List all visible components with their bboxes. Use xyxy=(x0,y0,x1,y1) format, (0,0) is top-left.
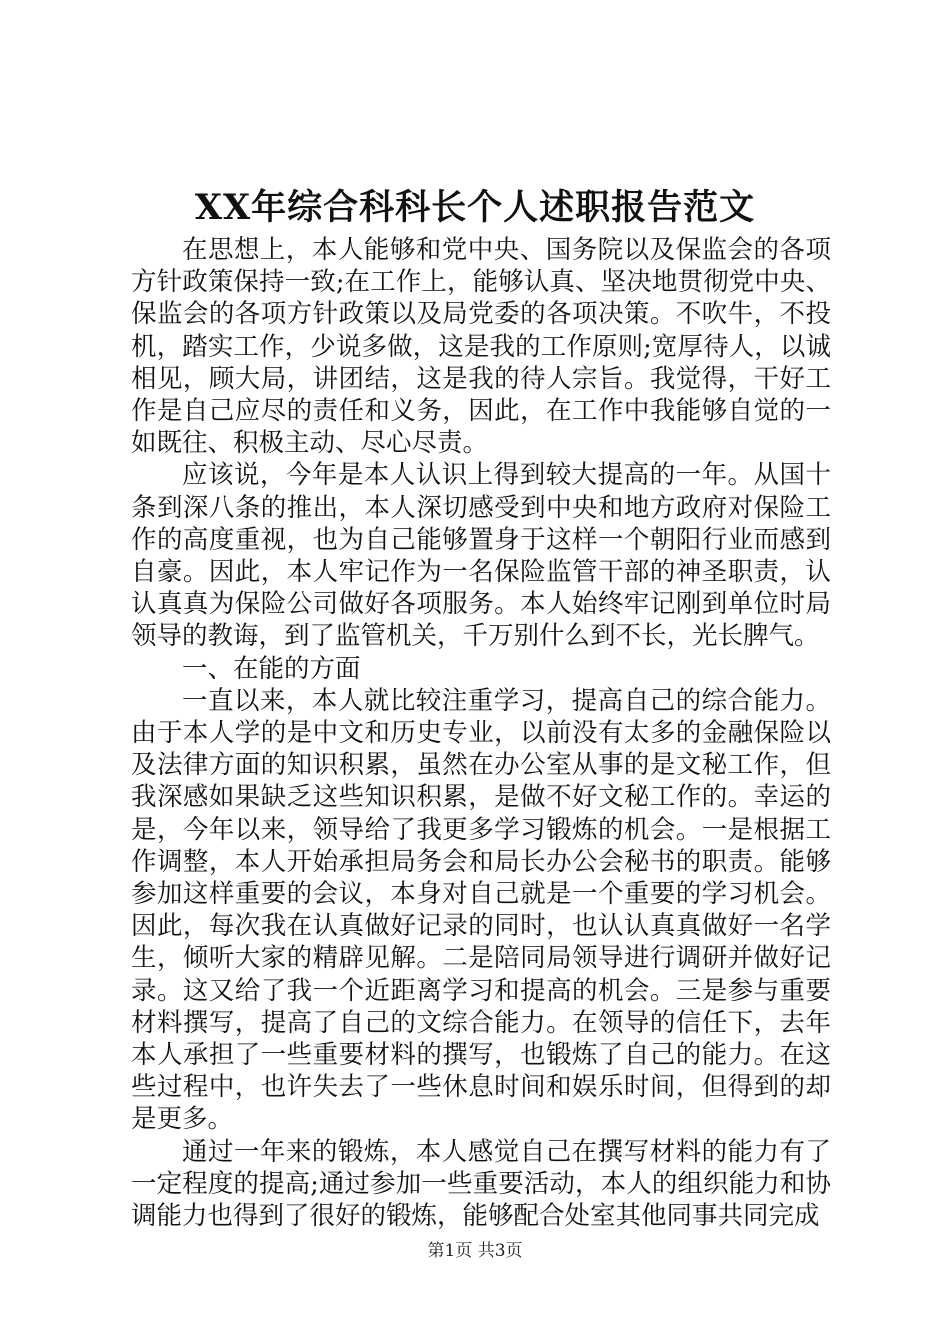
paragraph-4: 通过一年来的锻炼，本人感觉自己在撰写材料的能力有了一定程度的提高;通过参加一些重要活动，本人的组织能力和协调能力也得到了很好的锻炼，能够配合处室其他同事共同完成 xyxy=(131,1136,831,1232)
document-title: XX年综合科科长个人述职报告范文 xyxy=(194,187,756,228)
paragraph-3: 一直以来，本人就比较注重学习，提高自己的综合能力。由于本人学的是中文和历史专业，以前没有太多的金融保险以及法律方面的知识积累，虽然在办公室从事的是文秘工作，但我深感如果缺乏这些知识积累，是做不好文秘工作的。幸运的是，今年以来，领导给了我更多学习锻炼的机会。一是根据工作调整，本人开始承担局务会和局长办公会秘书的职责。能够参加这样重要的会议，本身对自己就是一个重要的学习机会。因此，每次我在认真做好记录的同时，也认认真真做好一名学生，倾听大家的精辟见解。二是陪同局领导进行调研并做好记录。这又给了我一个近距离学习和提高的机会。三是参与重要材料撰写，提高了自己的文综合能力。在领导的信任下，去年本人承担了一些重要材料的撰写，也锻炼了自己的能力。在这些过程中，也许失去了一些休息时间和娱乐时间，但得到的却是更多。 xyxy=(131,685,831,1135)
document-body xyxy=(131,234,831,1232)
page-footer: 第1页 共3页 xyxy=(427,1241,523,1261)
paragraph-1: 在思想上，本人能够和党中央、国务院以及保监会的各项方针政策保持一致;在工作上，能够认真、坚决地贯彻党中央、保监会的各项方针政策以及局党委的各项决策。不吹牛，不投机，踏实工作，少说多做，这是我的工作原则;宽厚待人，以诚相见，顾大局，讲团结，这是我的待人宗旨。我觉得，干好工作是自己应尽的责任和义务，因此，在工作中我能够自觉的一如既往、积极主动、尽心尽责。 xyxy=(131,235,831,459)
paragraph-2: 应该说，今年是本人认识上得到较大提高的一年。从国十条到深八条的推出，本人深切感受到中央和地方政府对保险工作的高度重视，也为自己能够置身于这样一个朝阳行业而感到自豪。因此，本人牢记作为一名保险监管干部的神圣职责，认认真真为保险公司做好各项服务。本人始终牢记刚到单位时局领导的教诲，到了监管机关，千万别什么到不长，光长脾气。 xyxy=(131,460,831,652)
section-heading: 一、在能的方面 xyxy=(182,653,361,684)
